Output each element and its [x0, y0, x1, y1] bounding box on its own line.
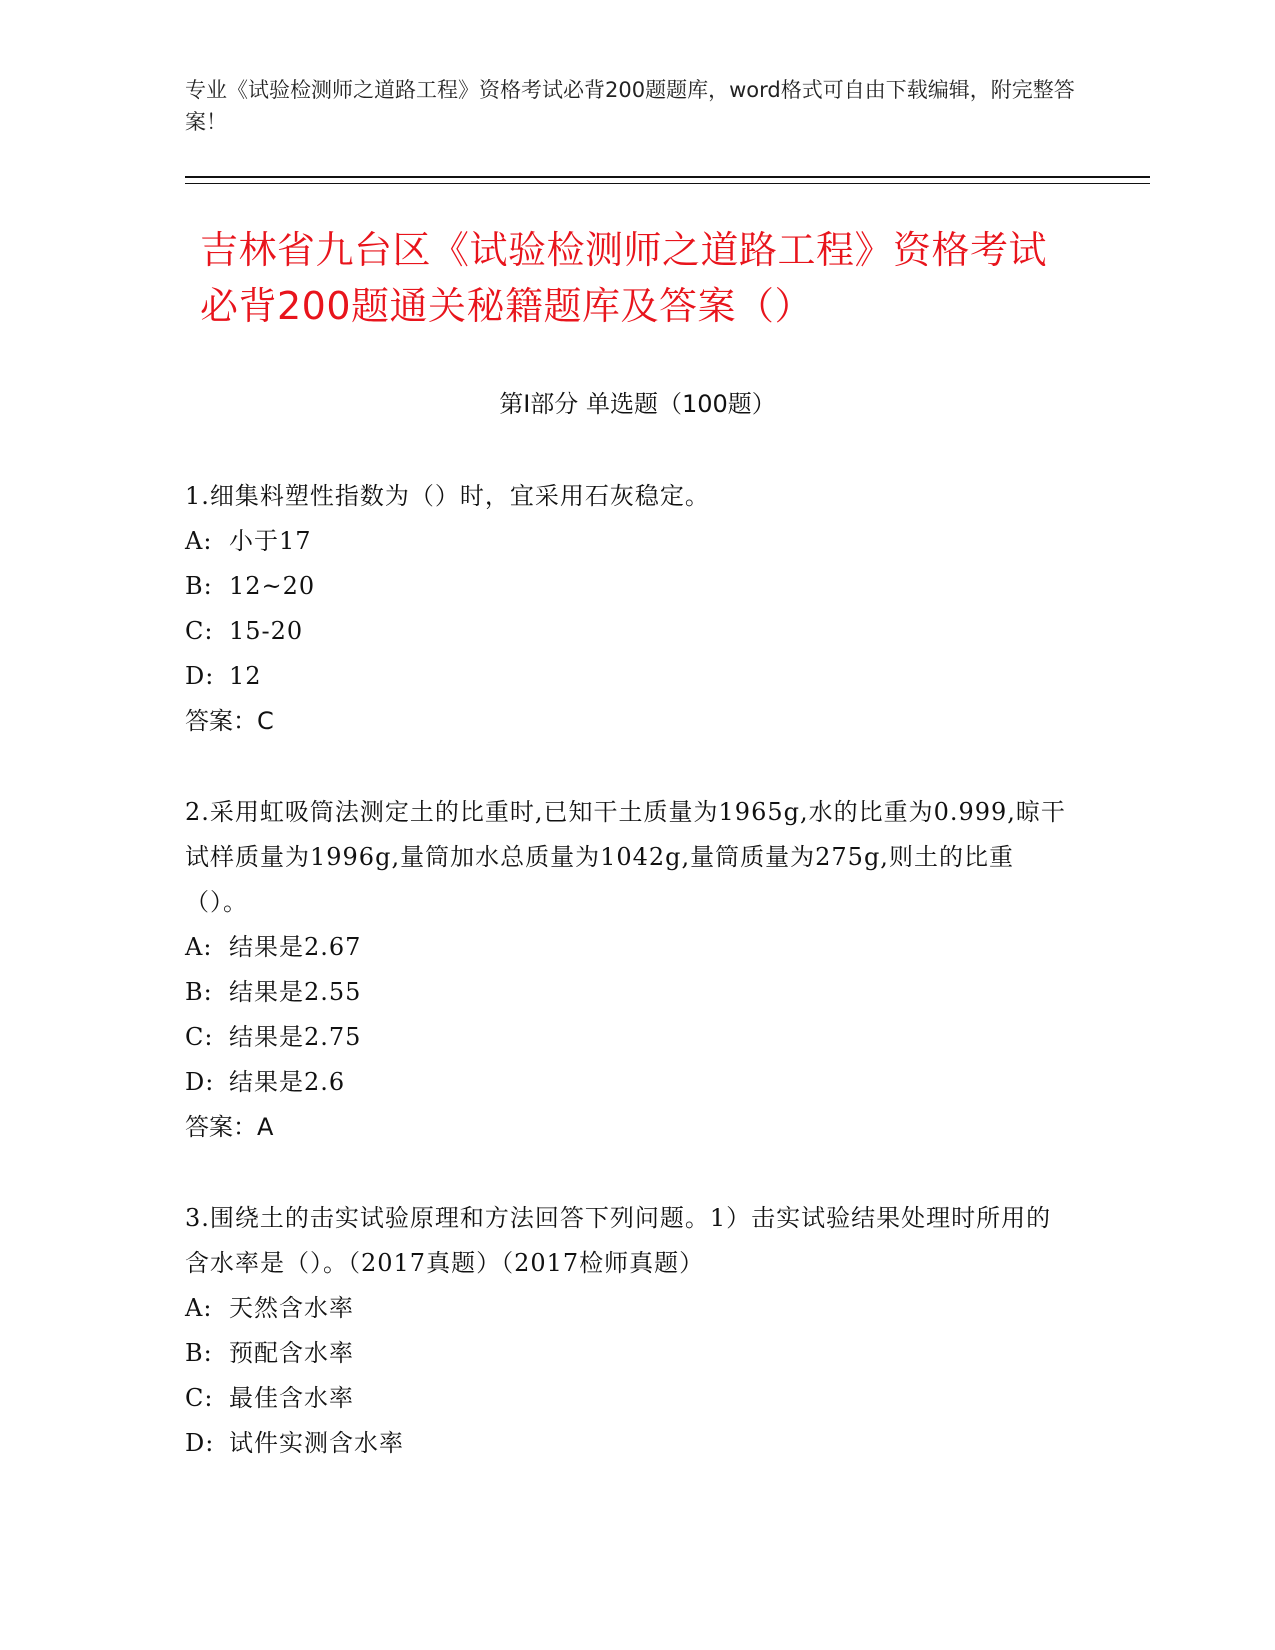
option-text: 结果是2.67 [229, 933, 362, 961]
option-text: 预配含水率 [229, 1339, 354, 1367]
question-1-text: 1.细集料塑性指数为（）时，宜采用石灰稳定。 [185, 482, 710, 510]
option-label: D: [185, 662, 215, 690]
header-divider-thin [185, 183, 1150, 184]
option-label: B: [185, 1339, 213, 1367]
question-1-option-b [185, 564, 1075, 609]
question-2 [185, 790, 1075, 1150]
question-3-option-b [185, 1331, 1075, 1376]
question-1-option-a [185, 519, 1075, 564]
section-heading: 第I部分 单选题（100题） [499, 390, 776, 418]
question-2-text: 2.采用虹吸筒法测定土的比重时,已知干土质量为1965g,水的比重为0.999,晾干试样质量为1996g,量筒加水总质量为1042g,量筒质量为275g,则土的比重（）。 [185, 798, 1066, 916]
question-3 [185, 1196, 1075, 1466]
option-text: 小于17 [229, 527, 312, 555]
option-label: D: [185, 1068, 215, 1096]
option-label: C: [185, 617, 214, 645]
question-2-option-a [185, 925, 1075, 970]
question-2-answer: 答案：A [185, 1113, 274, 1141]
header-divider-thick [185, 176, 1150, 178]
option-text: 试件实测含水率 [229, 1429, 404, 1457]
option-label: A: [185, 527, 213, 555]
option-label: D: [185, 1429, 215, 1457]
question-list [185, 474, 1075, 1512]
question-3-option-a [185, 1286, 1075, 1331]
option-label: C: [185, 1384, 214, 1412]
question-1-answer: 答案：C [185, 707, 274, 735]
option-text: 最佳含水率 [229, 1384, 354, 1412]
option-text: 天然含水率 [229, 1294, 354, 1322]
question-1-option-c [185, 609, 1075, 654]
option-text: 15-20 [229, 617, 304, 645]
option-label: A: [185, 1294, 213, 1322]
question-3-option-d [185, 1421, 1075, 1466]
option-text: 结果是2.55 [229, 978, 362, 1006]
option-label: C: [185, 1023, 214, 1051]
question-3-option-c [185, 1376, 1075, 1421]
header-note: 专业《试验检测师之道路工程》资格考试必背200题题库，word格式可自由下载编辑，附完整答案！ [185, 78, 1075, 134]
question-2-option-d [185, 1060, 1075, 1105]
question-1-option-d [185, 654, 1075, 699]
option-text: 结果是2.75 [229, 1023, 362, 1051]
question-2-option-b [185, 970, 1075, 1015]
document-title: 吉林省九台区《试验检测师之道路工程》资格考试必背200题通关秘籍题库及答案（） [200, 228, 1048, 328]
option-label: B: [185, 572, 213, 600]
question-2-option-c [185, 1015, 1075, 1060]
question-1 [185, 474, 1075, 744]
option-text: 结果是2.6 [229, 1068, 346, 1096]
question-3-text: 3.围绕土的击实试验原理和方法回答下列问题。1）击实试验结果处理时所用的含水率是（）。（2017真题）（2017检师真题） [185, 1204, 1052, 1277]
option-text: 12~20 [229, 572, 316, 600]
option-label: A: [185, 933, 213, 961]
option-text: 12 [229, 662, 262, 690]
option-label: B: [185, 978, 213, 1006]
